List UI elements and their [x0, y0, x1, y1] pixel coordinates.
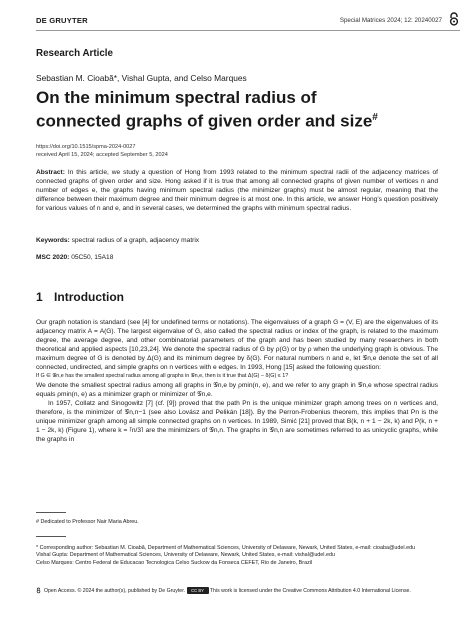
abstract-text: In this article, we study a question of Hong from 1993 related to the minimum spectral radii of the adjacency matrices of connected graphs of given order and size. Hong asked if it is true that among all connected graphs of given number of vertices n and number of edges e, the graphs having minimum spectral radius (the minimizer graphs) must be almost regular, meaning that the difference between their maximum degree and their minimum degree is at most one. In this article, we answer Hong's question positively for various values of n and e, and in several cases, we determined the graphs with minimum spectral radius.: [36, 169, 438, 212]
paragraph-3: In 1957, Collatz and Sinogowitz [7] (cf. [9]) proved that the path Pn is the unique minimizer graph among trees on n vertices and, therefore, is the minimizer of 𝒢n,n−1 (see also Lovász and Pelikán [18]). By the Perron-Frobenius theorem, this implies that Pn is the unique minimizer graph among all simple connected graphs on n vertices. In 1989, Simić [21] proved that B(k, n + 1 − 2k, k) and P(k, n + 1 − 2k, k) (Figure 1), where k = ⌈n/3⌉ are the minimizers of 𝒢n,n. The graphs in 𝒢n,n are sometimes referred to as unicyclic graphs, while the graphs in: [36, 400, 438, 443]
publisher-name: DE GRUYTER: [36, 15, 88, 25]
cc-by-badge[interactable]: CC BY: [187, 587, 209, 594]
correspondence-author-2: Vishal Gupta: Department of Mathematical Sciences, University of Delaware, Newark, United States, e-mail: vishal@udel.edu: [36, 552, 335, 559]
author-list: Sebastian M. Cioabă*, Vishal Gupta, and Celso Marques: [36, 73, 247, 83]
doi-link[interactable]: https://doi.org/10.1515/spma-2024-0027: [36, 144, 136, 150]
license-notice: [36, 587, 440, 595]
open-access-icon: [448, 12, 460, 26]
received-dates: received April 15, 2024; accepted September 5, 2024: [36, 151, 168, 158]
correspondence-author-1: * Corresponding author: Sebastian M. Cioabă, Department of Mathematical Sciences, University of Delaware, Newark, United States, e-mail: cioaba@udel.edu: [36, 545, 416, 551]
footnote-divider: [36, 512, 66, 513]
correspondence-divider: [36, 536, 66, 537]
msc-classification: [36, 254, 113, 261]
title-line-1: On the minimum spectral radius of: [36, 88, 317, 107]
msc-text: 05C50, 15A18: [71, 254, 114, 261]
article-type: Research Article: [36, 48, 113, 59]
hong-question: If G ∈ 𝒢n,e has the smallest spectral radius among all graphs in 𝒢n,e, then is it true that Δ(G) − δ(G) ≤ 1?: [36, 373, 289, 379]
keywords-text: spectral radius of a graph, adjacency matrix: [71, 237, 200, 244]
keywords-label: Keywords:: [36, 237, 70, 244]
article-meta: [36, 144, 168, 159]
open-access-small-icon: [36, 587, 41, 594]
correspondence: [36, 545, 440, 567]
license-after: This work is licensed under the Creative Commons Attribution 4.0 International License.: [209, 587, 411, 594]
title-line-2-text: connected graphs of given order and size: [36, 111, 373, 131]
correspondence-author-3: Celso Marques: Centro Federal de Educacao Tecnologica Celso Suckow da Fonseca CEFET, Rio de Janeiro, Brazil: [36, 559, 313, 566]
license-text: [44, 587, 411, 595]
body-text: [36, 318, 438, 444]
paper-title: [36, 88, 436, 132]
keywords: [36, 237, 199, 244]
license-before: Open Access. © 2024 the author(s), published by De Gruyter.: [44, 587, 186, 594]
paragraph-2: We denote the smallest spectral radius among all graphs in 𝒢n,e by ρmin(n, e), and we refer to any graph in 𝒢n,e whose spectral radius equals ρmin(n, e) as a minimizer graph or minimizer of 𝒢n,e.: [36, 382, 438, 398]
dedication-footnote: # Dedicated to Professor Nair Maria Abreu.: [36, 519, 139, 525]
abstract-label: Abstract:: [36, 169, 65, 176]
paragraph-1: Our graph notation is standard (see [4] for undefined terms or notations). The eigenvalues of a graph G = (V, E) are the eigenvalues of its adjacency matrix A = A(G). The largest eigenvalue of G, also called the spectral radius or index of the graph, is related to the maximum degree, the average degree, and other combinatorial parameters of the graph and has been studied by many researchers in both theoretical and applied aspects [10,23,24]. We denote the spectral radius of G by ρ(G) or by ρ when the underlying graph is obvious. The maximum degree of G is denoted by Δ(G) and its minimum degree by δ(G). For natural numbers n and e, let 𝒢n,e denote the set of all connected, undirected, and simple graphs on n vertices with e edges. In 1993, Hong [15] asked the following question:: [36, 319, 438, 371]
title-line-2: [36, 108, 436, 132]
title-footnote-mark: #: [372, 112, 378, 123]
section-number: 1: [36, 290, 43, 304]
msc-label: MSC 2020:: [36, 254, 70, 261]
journal-citation: Special Matrices 2024; 12: 20240027: [339, 16, 442, 24]
abstract: [36, 168, 438, 213]
section-heading: [36, 290, 124, 304]
page-header: [36, 12, 460, 28]
header-divider: [36, 30, 460, 31]
section-title: Introduction: [54, 290, 125, 304]
